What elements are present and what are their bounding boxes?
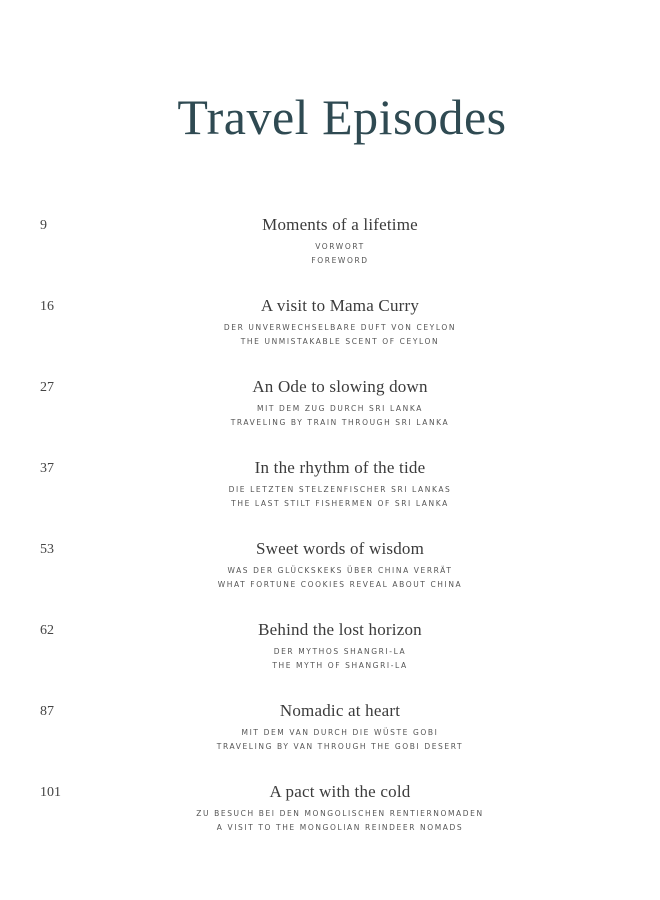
entry-title[interactable]: Behind the lost horizon [258, 620, 422, 639]
entry-body [140, 296, 540, 349]
page-number: 62 [40, 623, 54, 638]
entry-body [140, 215, 540, 268]
entry-body [140, 377, 540, 430]
entry-body [140, 620, 540, 673]
entry-body [140, 782, 540, 835]
toc-entry[interactable] [0, 620, 660, 680]
entry-subtitle-de: MIT DEM VAN DURCH DIE WÜSTE GOBI [241, 728, 439, 737]
entry-subtitle-en: TRAVELING BY TRAIN THROUGH SRI LANKA [230, 418, 450, 427]
entry-subtitle-de: WAS DER GLÜCKSKEKS ÜBER CHINA VERRÄT [227, 566, 453, 575]
toc-entry[interactable] [0, 458, 660, 518]
page-title: Travel Episodes [177, 89, 507, 145]
entry-subtitle-de: MIT DEM ZUG DURCH SRI LANKA [257, 404, 423, 413]
entry-title[interactable]: A visit to Mama Curry [260, 296, 420, 315]
entry-subtitle-de: VORWORT [315, 242, 365, 251]
toc-entry[interactable] [0, 377, 660, 437]
toc-entry[interactable] [0, 296, 660, 356]
toc-entry[interactable] [0, 539, 660, 599]
toc-entry[interactable] [0, 215, 660, 275]
page-number: 53 [40, 542, 54, 557]
entry-subtitle-de: DER MYTHOS SHANGRI-LA [273, 647, 407, 656]
entry-title[interactable]: In the rhythm of the tide [254, 458, 426, 477]
entry-subtitle-en: FOREWORD [311, 256, 369, 265]
entry-subtitle-de: DIE LETZTEN STELZENFISCHER SRI LANKAS [228, 485, 452, 494]
entry-subtitle-en: THE UNMISTAKABLE SCENT OF CEYLON [240, 337, 440, 346]
entry-title[interactable]: Moments of a lifetime [262, 215, 418, 234]
entry-body [140, 701, 540, 754]
entry-title[interactable]: Nomadic at heart [279, 701, 401, 720]
page-number: 101 [40, 785, 61, 800]
entry-subtitle-de: ZU BESUCH BEI DEN MONGOLISCHEN RENTIERNOMADEN [196, 809, 484, 818]
entry-subtitle-de: DER UNVERWECHSELBARE DUFT VON CEYLON [223, 323, 457, 332]
entry-body [140, 458, 540, 511]
entry-title[interactable]: Sweet words of wisdom [255, 539, 425, 558]
entry-title[interactable]: A pact with the cold [269, 782, 411, 801]
page-number: 27 [40, 380, 54, 395]
entry-subtitle-en: THE MYTH OF SHANGRI-LA [272, 661, 408, 670]
toc-entry[interactable] [0, 701, 660, 761]
page-number: 37 [40, 461, 54, 476]
page-number: 87 [40, 704, 54, 719]
entry-subtitle-en: THE LAST STILT FISHERMEN OF SRI LANKA [231, 499, 449, 508]
entry-subtitle-en: A VISIT TO THE MONGOLIAN REINDEER NOMADS [216, 823, 464, 832]
page-number: 16 [40, 299, 54, 314]
entry-subtitle-en: TRAVELING BY VAN THROUGH THE GOBI DESERT [216, 742, 464, 751]
page-number: 9 [40, 218, 47, 233]
entry-title[interactable]: An Ode to slowing down [252, 377, 428, 396]
toc-entry[interactable] [0, 782, 660, 842]
entry-body [140, 539, 540, 592]
entry-subtitle-en: WHAT FORTUNE COOKIES REVEAL ABOUT CHINA [217, 580, 463, 589]
